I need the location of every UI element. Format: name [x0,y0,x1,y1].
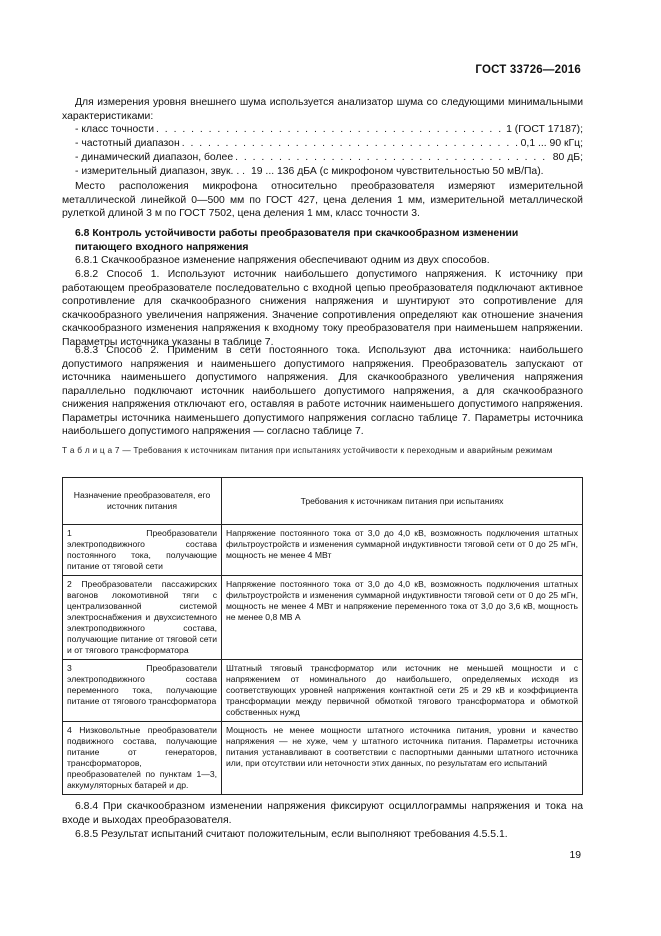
characteristic-frequency-range [75,137,583,151]
characteristic-value: 19 ... 136 дБА (с микрофоном чувствительностью 50 мВ/Па). [250,166,544,177]
characteristic-value: 0,1 ... 90 кГц; [520,138,583,149]
section-number: 6.8 [75,228,90,239]
table-caption: Т а б л и ц а 7 — Требования к источникам питания при испытаниях устойчивости к переходным и аварийным режимам [62,445,553,455]
page-number: 19 [569,850,581,861]
characteristic-label: - измерительный диапазон, звук. . . [75,166,245,177]
table-cell-requirements: Напряжение постоянного тока от 3,0 до 4,0 кВ, возможность подключения штатных фильтроустройств и изменения суммарной индуктивности тяговой сети от 0 до 25 мГн, мощность не менее 4 МВт и напряжение переменного тока от 3,0 до 3,6 кВ, мощность не менее 0,8 МВ А [222,576,583,660]
characteristic-label: - динамический диапазон, более [75,152,234,163]
characteristic-label: - частотный диапазон [75,138,180,149]
table-7 [62,477,583,795]
table-cell-requirements: Напряжение постоянного тока от 3,0 до 4,0 кВ, возможность подключения штатных фильтроустройств и изменения суммарной индуктивности тяговой сети от 0 до 25 мГн, мощность не менее 4 МВт [222,525,583,576]
table-row [63,576,583,660]
table-cell-purpose: 2 Преобразователи пассажирских вагонов локомотивной тяги с централизованной системой электроснабжения и двухсистемного электроподвижного состава, получающие питание от тяговой сети и от тягового трансформатора [63,576,222,660]
table-header-purpose: Назначение преобразователя, его источник питания [63,478,222,525]
table-row [63,660,583,722]
dot-leader [156,123,504,137]
section-title-line2: питающего входного напряжения [75,241,249,253]
characteristic-measuring-range [75,165,583,179]
characteristic-accuracy-class [75,123,583,137]
document-header: ГОСТ 33726—2016 [475,64,581,76]
table-cell-purpose: 1 Преобразователи электроподвижного состава постоянного тока, получающие питание от тяговой сети [63,525,222,576]
microphone-paragraph: Место расположения микрофона относительно преобразователя измеряют измерительной металлической линейкой 0—500 мм по ГОСТ 427, цена деления 1 мм, измерительной металлической рулеткой длиной 3 м по ГОСТ 7502, цена деления 1 мм, класс точности 3. [62,181,583,219]
section-title-line1: Контроль устойчивости работы преобразователя при скачкообразном изменении [92,228,519,239]
table-row [63,722,583,795]
characteristic-value: 80 дБ; [552,152,583,163]
characteristic-label: - класс точности [75,124,155,135]
table-header-requirements: Требования к источникам питания при испытаниях [222,478,583,525]
paragraph-6-8-2: 6.8.2 Способ 1. Используют источник наибольшего допустимого напряжения. К источнику при работающем преобразователе последовательно с входной цепью преобразователя подключают активное сопротивление для скачкообразного снижения напряжения и шунтируют это сопротивление для скачкообразного увеличения напряжения. Значение сопротивления определяют как отношение значения скачкообразного изменения напряжения к входному току преобразователя при наименьшем напряжении. Параметры источника указаны в таблице 7. [62,269,583,348]
characteristic-value: 1 (ГОСТ 17187); [506,124,583,135]
table-header-row [63,478,583,525]
table-cell-purpose: 3 Преобразователи электроподвижного состава переменного тока, получающие питание от тягового трансформатора [63,660,222,722]
table-cell-requirements: Штатный тяговый трансформатор или источник не меньшей мощности и с напряжением от номинального до наибольшего, определяемых исходя из соответствующих уровней напряжения контактной сети 25 и 29 кВ и коэффициента трансформации между первичной обмоткой тягового трансформатора и обмоткой собственных нужд [222,660,583,722]
characteristic-dynamic-range [75,151,583,165]
paragraph-6-8-3: 6.8.3 Способ 2. Применим в сети постоянного тока. Используют два источника: наибольшего допустимого напряжения и наименьшего допустимого напряжения. Преобразователь запускают от источника наименьшего допустимого напряжения. Для скачкообразного увеличения напряжения параллельно подключают источник наибольшего допустимого напряжения, а для скачкообразного снижения напряжения отключают его, оставляя в работе источник наименьшего допустимого напряжения. Параметры источника наименьшего допустимого напряжения согласно таблице 7. Параметры источника наибольшего допустимого напряжения — согласно таблице 7. [62,345,583,437]
dot-leader [182,137,519,151]
section-heading [75,227,583,254]
intro-paragraph: Для измерения уровня внешнего шума используется анализатор шума со следующими минимальными характеристиками: [62,97,583,122]
table-cell-requirements: Мощность не менее мощности штатного источника питания, уровни и качество напряжения — не хуже, чем у штатного источника питания. Параметры источника питания устанавливают в соответствии с паспортными данными штатного источника или, при отсутствии или неточности этих данных, по результатам его испытаний [222,722,583,795]
paragraph-6-8-4: 6.8.4 При скачкообразном изменении напряжения фиксируют осциллограммы напряжения и тока на входе и выходах преобразователя. [62,801,583,826]
table-row [63,525,583,576]
paragraph-6-8-5: 6.8.5 Результат испытаний считают положительным, если выполняют требования 4.5.5.1. [75,829,508,840]
dot-leader [235,151,551,165]
table-cell-purpose: 4 Низковольтные преобразователи подвижного состава, получающие питание от генераторов, трансформаторов, преобразователей по пунктам 1—3, аккумуляторных батарей и др. [63,722,222,795]
paragraph-6-8-1: 6.8.1 Скачкообразное изменение напряжения обеспечивают одним из двух способов. [75,255,490,266]
